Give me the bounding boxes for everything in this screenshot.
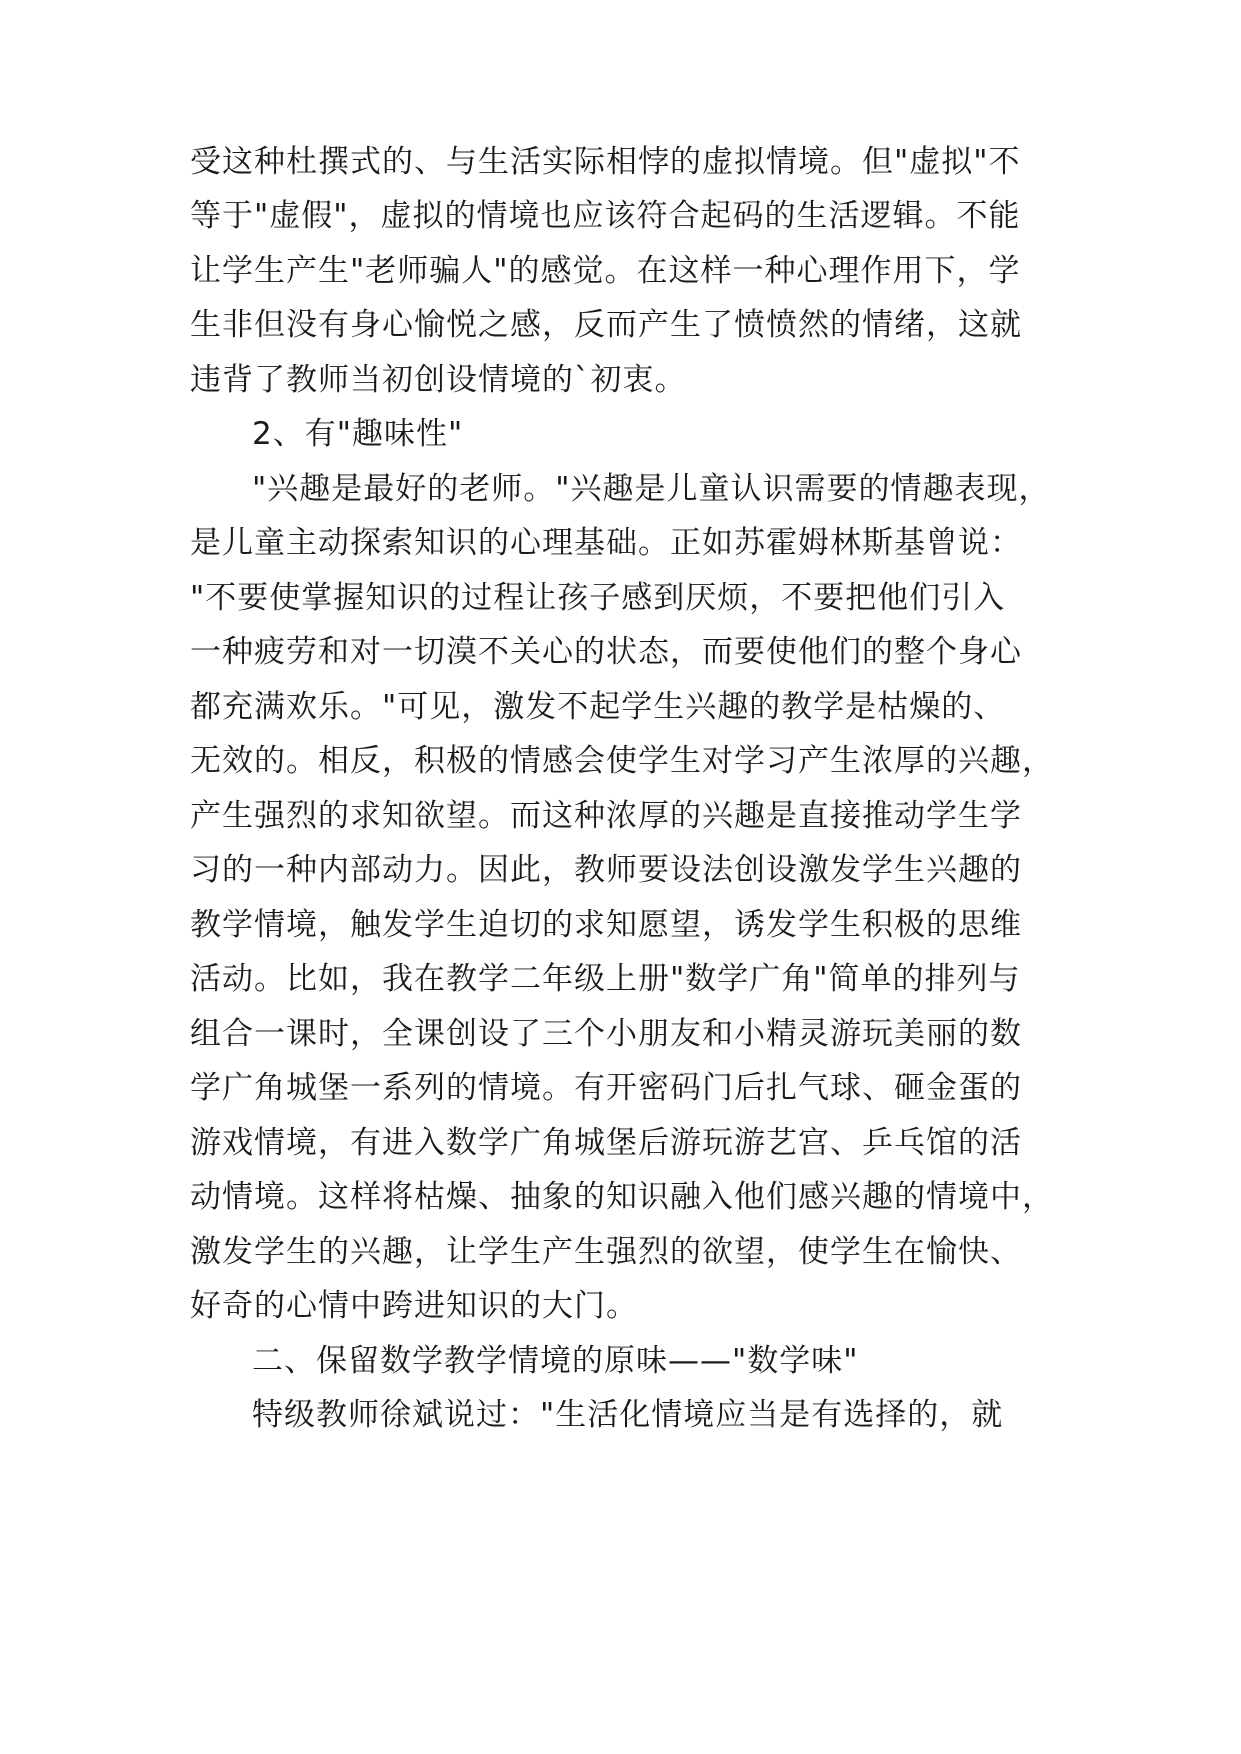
text-line: "不要使掌握知识的过程让孩子感到厌烦，不要把他们引入 <box>190 580 1006 616</box>
text-line: 动情境。这样将枯燥、抽象的知识融入他们感兴趣的情境中， <box>190 1179 1054 1215</box>
text-line: 活动。比如，我在教学二年级上册"数学广角"简单的排列与 <box>190 961 1021 997</box>
text-line: 习的一种内部动力。因此，教师要设法创设激发学生兴趣的 <box>190 852 1022 888</box>
text-line: 游戏情境，有进入数学广角城堡后游玩游艺宫、乒乓馆的活 <box>190 1125 1022 1161</box>
text-line: 学广角城堡一系列的情境。有开密码门后扎气球、砸金蛋的 <box>190 1070 1022 1106</box>
text-line: 都充满欢乐。"可见，激发不起学生兴趣的教学是枯燥的、 <box>190 689 1006 725</box>
text-line: 特级教师徐斌说过："生活化情境应当是有选择的，就 <box>252 1397 1004 1433</box>
text-line: 好奇的心情中跨进知识的大门。 <box>190 1288 638 1324</box>
section-heading: 二、保留数学教学情境的原味——"数学味" <box>252 1343 859 1379</box>
text-line: 激发学生的兴趣，让学生产生强烈的欲望，使学生在愉快、 <box>190 1234 1022 1270</box>
text-line: 无效的。相反，积极的情感会使学生对学习产生浓厚的兴趣， <box>190 743 1054 779</box>
text-line: 产生强烈的求知欲望。而这种浓厚的兴趣是直接推动学生学 <box>190 798 1022 834</box>
text-line: 组合一课时，全课创设了三个小朋友和小精灵游玩美丽的数 <box>190 1016 1022 1052</box>
text-line: 生非但没有身心愉悦之感，反而产生了愤愤然的情绪，这就 <box>190 307 1022 343</box>
text-line: 受这种杜撰式的、与生活实际相悖的虚拟情境。但"虚拟"不 <box>190 144 1021 180</box>
text-line: 违背了教师当初创设情境的`初衷。 <box>190 362 687 398</box>
text-line: 一种疲劳和对一切漠不关心的状态，而要使他们的整个身心 <box>190 634 1022 670</box>
text-line: "兴趣是最好的老师。"兴趣是儿童认识需要的情趣表现， <box>252 471 1051 507</box>
text-line: 让学生产生"老师骗人"的感觉。在这样一种心理作用下，学 <box>190 253 1021 289</box>
section-heading: 2、有"趣味性" <box>252 416 464 452</box>
text-line: 教学情境，触发学生迫切的求知愿望，诱发学生积极的思维 <box>190 907 1022 943</box>
text-line: 是儿童主动探索知识的心理基础。正如苏霍姆林斯基曾说： <box>190 525 1022 561</box>
text-line: 等于"虚假"，虚拟的情境也应该符合起码的生活逻辑。不能 <box>190 198 1021 234</box>
